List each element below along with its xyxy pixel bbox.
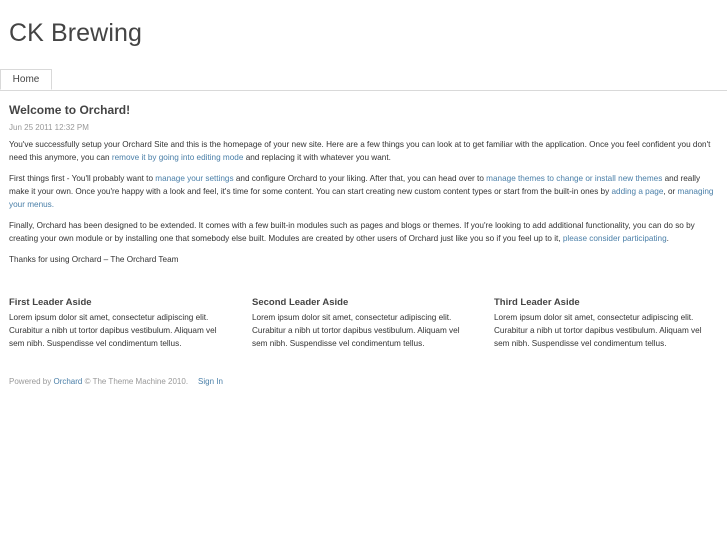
participating-link[interactable]: please consider participating xyxy=(562,234,667,243)
aside-text: Lorem ipsum dolor sit amet, consectetur adipiscing elit. Curabitur a nibh ut tortor dapibus vestibulum. Aliquam vel sem nibh. Suspendisse vel condimentum tellus. xyxy=(494,313,702,348)
main-content xyxy=(9,103,717,264)
sign-in-link[interactable]: Sign In xyxy=(198,377,223,386)
leader-asides xyxy=(9,296,717,356)
first-text-a: First things first - You'll probably want to xyxy=(9,174,156,183)
aside-title: Second Leader Aside xyxy=(252,297,349,308)
intro-text-b: and replacing it with whatever you want. xyxy=(243,153,391,162)
main-navigation xyxy=(0,69,727,91)
copyright-text: © The Theme Machine 2010. xyxy=(82,377,189,386)
first-text-d: , or xyxy=(663,187,678,196)
powered-by-text: Powered by xyxy=(9,377,54,386)
orchard-link[interactable]: Orchard xyxy=(53,377,83,386)
post-date: Jun 25 2011 12:32 PM xyxy=(9,123,89,132)
manage-settings-link[interactable]: manage your settings xyxy=(155,174,234,183)
page-title: Welcome to Orchard! xyxy=(9,103,131,117)
managing-menus-link[interactable]: managing your menus. xyxy=(9,187,714,209)
aside-text: Lorem ipsum dolor sit amet, consectetur adipiscing elit. Curabitur a nibh ut tortor dapibus vestibulum. Aliquam vel sem nibh. Suspendisse vel condimentum tellus. xyxy=(252,313,460,348)
aside-title: First Leader Aside xyxy=(9,297,92,308)
aside-third xyxy=(494,296,709,350)
intro-paragraph xyxy=(9,138,717,164)
manage-themes-link[interactable]: manage themes to change or install new themes xyxy=(486,174,663,183)
aside-text: Lorem ipsum dolor sit amet, consectetur adipiscing elit. Curabitur a nibh ut tortor dapibus vestibulum. Aliquam vel sem nibh. Suspendisse vel condimentum tellus. xyxy=(9,313,217,348)
aside-second xyxy=(252,296,467,350)
extend-text-b: . xyxy=(666,234,669,243)
extend-paragraph xyxy=(9,219,717,245)
extend-text-a: Finally, Orchard has been designed to be extended. It comes with a few built-in modules such as pages and blogs or themes. If you're looking to add additional functionality, you can do so by creating your own module or by installing one that somebody else built. Modules are created by other users of Orchard just like you so if you feel up to it, xyxy=(9,221,695,243)
first-text-c: and really make it your own. Once you're happy with a look and feel, it's time for some content. You can start creating new custom content types or start from the built-in ones by xyxy=(9,174,701,196)
footer xyxy=(9,376,223,388)
intro-text-a: You've successfully setup your Orchard Site and this is the homepage of your new site. Here are a few things you can look at to get familiar with the application. Once you feel confident you don't need this anymore, you can xyxy=(9,140,711,162)
thanks-paragraph: Thanks for using Orchard – The Orchard Team xyxy=(9,255,179,264)
first-text-b: and configure Orchard to your liking. After that, you can head over to xyxy=(233,174,487,183)
site-title[interactable]: CK Brewing xyxy=(9,19,142,47)
aside-first xyxy=(9,296,224,350)
tab-home[interactable]: Home xyxy=(0,69,52,90)
aside-title: Third Leader Aside xyxy=(494,297,580,308)
remove-editing-link[interactable]: remove it by going into editing mode xyxy=(111,153,244,162)
first-things-paragraph xyxy=(9,172,717,211)
adding-page-link[interactable]: adding a page xyxy=(611,187,664,196)
